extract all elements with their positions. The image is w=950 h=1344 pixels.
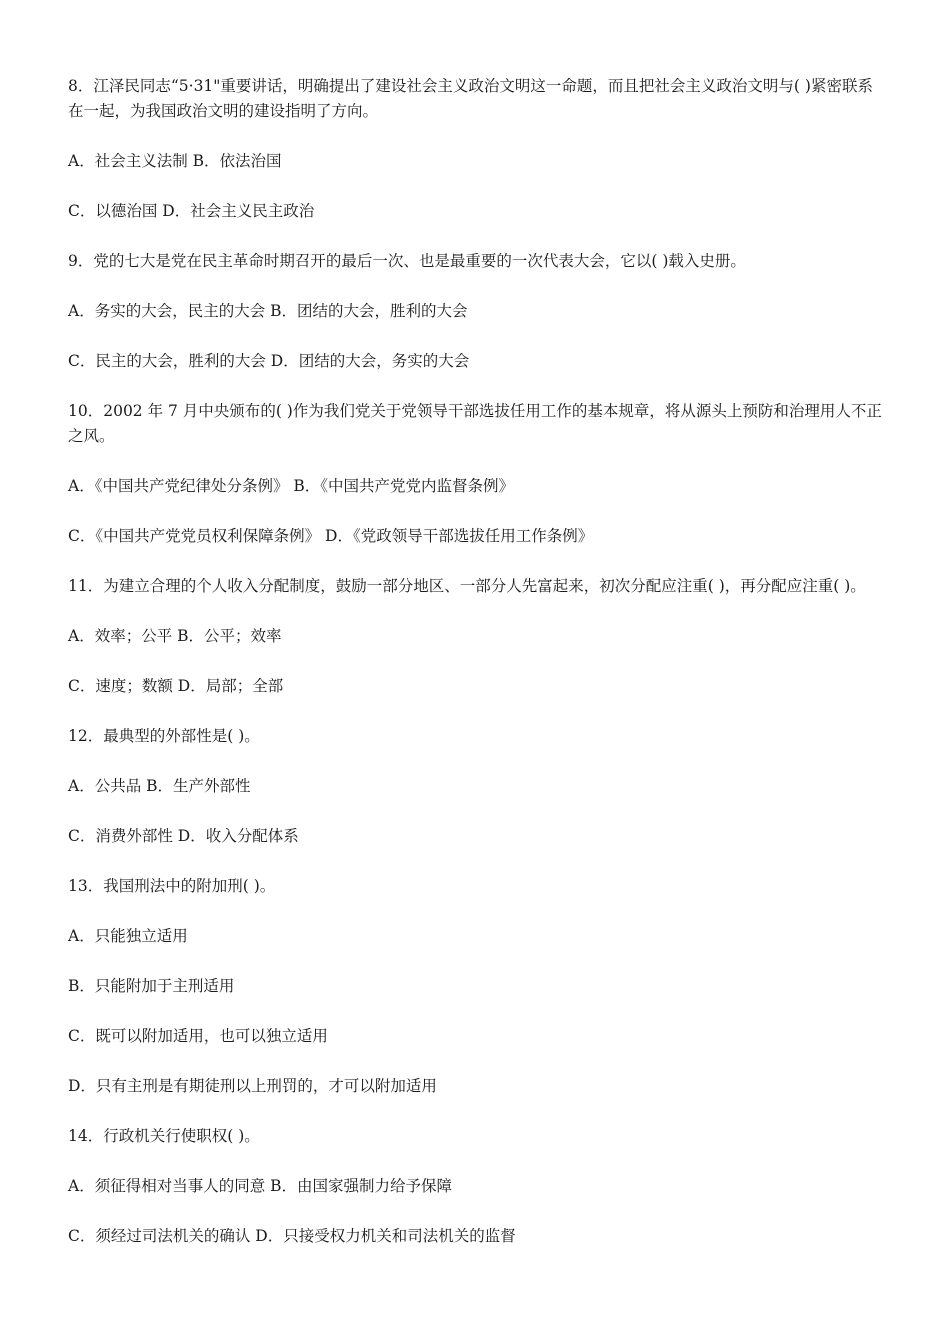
- question-option: C．消费外部性 D．收入分配体系: [68, 827, 299, 845]
- question-11: [68, 574, 888, 699]
- question-12: [68, 724, 888, 849]
- question-14: [68, 1124, 888, 1249]
- question-option: C．以德治国 D．社会主义民主政治: [68, 202, 315, 220]
- question-stem: 9．党的七大是党在民主革命时期召开的最后一次、也是最重要的一次代表大会，它以( )载入史册。: [68, 252, 746, 270]
- question-option: C．既可以附加适用，也可以独立适用: [68, 1027, 328, 1045]
- question-option: C．速度；数额 D．局部；全部: [68, 677, 284, 695]
- question-option: A．须征得相对当事人的同意 B．由国家强制力给予保障: [68, 1177, 453, 1195]
- question-stem: 11．为建立合理的个人收入分配制度，鼓励一部分地区、一部分人先富起来，初次分配应注重( )，再分配应注重( )。: [68, 577, 866, 595]
- question-option: C．须经过司法机关的确认 D．只接受权力机关和司法机关的监督: [68, 1227, 516, 1245]
- question-option: A．《中国共产党纪律处分条例》 B．《中国共产党党内监督条例》: [68, 477, 515, 495]
- question-13: [68, 874, 888, 1099]
- question-stem: 14．行政机关行使职权( )。: [68, 1127, 260, 1145]
- question-stem: 12．最典型的外部性是( )。: [68, 727, 260, 745]
- question-9: [68, 249, 888, 374]
- question-option: D．只有主刑是有期徒刑以上刑罚的，才可以附加适用: [68, 1077, 437, 1095]
- question-stem: 8．江泽民同志“5·31"重要讲话，明确提出了建设社会主义政治文明这一命题，而且把社会主义政治文明与( )紧密联系在一起，为我国政治文明的建设指明了方向。: [68, 77, 873, 120]
- question-option: C．《中国共产党党员权利保障条例》 D．《党政领导干部选拔任用工作条例》: [68, 527, 594, 545]
- question-option: C．民主的大会，胜利的大会 D．团结的大会，务实的大会: [68, 352, 470, 370]
- question-stem: 13．我国刑法中的附加刑( )。: [68, 877, 276, 895]
- question-option: A．务实的大会，民主的大会 B．团结的大会，胜利的大会: [68, 302, 468, 320]
- question-option: B．只能附加于主刑适用: [68, 977, 235, 995]
- question-option: A．社会主义法制 B．依法治国: [68, 152, 282, 170]
- document-page: [68, 74, 888, 1274]
- question-stem: 10．2002 年 7 月中央颁布的( )作为我们党关于党领导干部选拔任用工作的基本规章，将从源头上预防和治理用人不正之风。: [68, 402, 882, 445]
- question-option: A．效率；公平 B．公平；效率: [68, 627, 282, 645]
- question-option: A．公共品 B．生产外部性: [68, 777, 251, 795]
- question-10: [68, 399, 888, 549]
- question-8: [68, 74, 888, 224]
- question-option: A．只能独立适用: [68, 927, 188, 945]
